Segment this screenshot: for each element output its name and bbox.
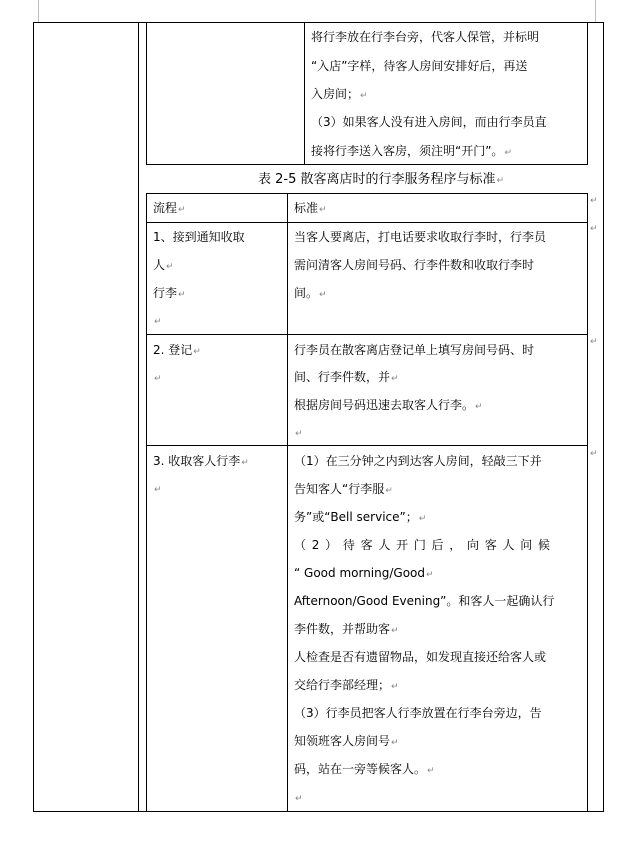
- top-cell-left-border: [146, 22, 147, 165]
- paragraph-mark: ↵: [391, 626, 399, 636]
- paragraph-mark: ↵: [193, 347, 201, 357]
- outer-table-right-border: [603, 22, 604, 812]
- standard-cell-line: 行李员在散客离店登记单上填写房间号码、时: [294, 343, 535, 357]
- paragraph-mark: ↵: [295, 429, 303, 439]
- standard-cell-line: （2）待客人开门后，向客人问候: [294, 538, 550, 552]
- standard-cell-line: 间、行李件数，并↵: [294, 370, 399, 384]
- standard-cell-line: 需问清客人房间号码、行李件数和收取行李时: [294, 258, 535, 272]
- page-corner-mark-left: [38, 0, 39, 22]
- row-1-bottom-border: [146, 334, 588, 335]
- paragraph-mark: ↵: [504, 148, 512, 158]
- paragraph-mark: ↵: [426, 570, 434, 580]
- top-cell-right-border: [587, 22, 588, 165]
- paragraph-mark: ↵: [475, 402, 483, 412]
- inner-table-top-border: [146, 193, 588, 194]
- outer-table-divider: [138, 22, 139, 812]
- paragraph-mark: ↵: [319, 290, 327, 300]
- paragraph-mark: ↵: [154, 374, 162, 384]
- table-header-process: 流程↵: [153, 201, 186, 215]
- paragraph-mark: ↵: [154, 317, 162, 327]
- paragraph-mark: ↵: [391, 374, 399, 384]
- table-caption: 表 2-5 散客离店时的行李服务程序与标准↵: [258, 172, 505, 187]
- process-cell-line: 人↵: [153, 258, 174, 272]
- paragraph-mark: ↵: [166, 262, 174, 272]
- paragraph-mark: ↵: [178, 290, 186, 300]
- end-of-row-mark: ↵: [590, 337, 598, 347]
- row-2-bottom-border: [146, 445, 588, 446]
- standard-cell-line: [294, 783, 303, 813]
- paragraph-mark: ↵: [178, 205, 186, 215]
- standard-cell-line: [294, 418, 303, 448]
- top-cell-line: 接将行李送入客房，须注明“开门”。↵: [311, 144, 512, 158]
- paragraph-mark: ↵: [391, 738, 399, 748]
- page-corner-mark-right: [595, 0, 596, 22]
- standard-cell-line: “ Good morning/Good↵: [294, 566, 434, 580]
- inner-table-right-border: [587, 193, 588, 812]
- paragraph-mark: ↵: [295, 794, 303, 804]
- process-cell-line: 3. 收取客人行李↵: [153, 454, 249, 468]
- top-cell-line: 入房间；↵: [311, 87, 368, 101]
- paragraph-mark: ↵: [427, 766, 435, 776]
- paragraph-mark: ↵: [241, 458, 249, 468]
- process-cell-line: [153, 306, 162, 336]
- end-of-row-mark: ↵: [590, 224, 598, 234]
- standard-cell-line: 当客人要离店，打电话要求收取行李时，行李员: [294, 230, 547, 244]
- standard-cell-line: Afternoon/Good Evening”。和客人一起确认行: [294, 594, 555, 608]
- process-cell-line: 1、接到通知收取: [153, 230, 245, 244]
- inner-table-column-divider: [287, 193, 288, 812]
- table-header-standard: 标准↵: [294, 201, 327, 215]
- end-of-row-mark: ↵: [590, 196, 598, 206]
- standard-cell-line: 李件数，并帮助客↵: [294, 622, 399, 636]
- standard-cell-line: 根据房间号码迅速去取客人行李。↵: [294, 398, 483, 412]
- process-cell-line: 2. 登记↵: [153, 343, 201, 357]
- paragraph-mark: ↵: [385, 486, 393, 496]
- paragraph-mark: ↵: [319, 205, 327, 215]
- top-cell-line: 将行李放在行李台旁，代客人保管，并标明: [311, 30, 540, 44]
- process-cell-line: [153, 363, 162, 393]
- paragraph-mark: ↵: [391, 682, 399, 692]
- standard-cell-line: 交给行李部经理；↵: [294, 678, 399, 692]
- top-cell-divider: [304, 22, 305, 165]
- standard-cell-line: 知领班客人房间号↵: [294, 734, 399, 748]
- standard-cell-line: 码，站在一旁等候客人。↵: [294, 762, 435, 776]
- top-cell-line: “入店”字样，待客人房间安排好后，再送: [311, 59, 528, 73]
- process-cell-line: [153, 474, 162, 504]
- standard-cell-line: 告知客人“行李服↵: [294, 482, 393, 496]
- paragraph-mark: ↵: [154, 485, 162, 495]
- process-cell-line: 行李↵: [153, 286, 186, 300]
- end-of-row-mark: ↵: [590, 449, 598, 459]
- paragraph-mark: ↵: [496, 176, 505, 186]
- standard-cell-line: （3）行李员把客人行李放置在行李台旁边，告: [294, 706, 542, 720]
- paragraph-mark: ↵: [418, 514, 427, 524]
- standard-cell-line: 间。↵: [294, 286, 327, 300]
- outer-table-bottom-border: [33, 811, 604, 812]
- inner-table-left-border: [146, 193, 147, 812]
- standard-cell-line: （1）在三分钟之内到达客人房间，轻敲三下并: [294, 454, 542, 468]
- standard-cell-line: 务”或“Bell service”；↵: [294, 510, 427, 524]
- standard-cell-line: 人检查是否有遗留物品，如发现直接还给客人或: [294, 650, 547, 664]
- top-cell-line: （3）如果客人没有进入房间，而由行李员直: [311, 115, 547, 129]
- outer-table-left-border: [33, 22, 34, 812]
- paragraph-mark: ↵: [360, 91, 368, 101]
